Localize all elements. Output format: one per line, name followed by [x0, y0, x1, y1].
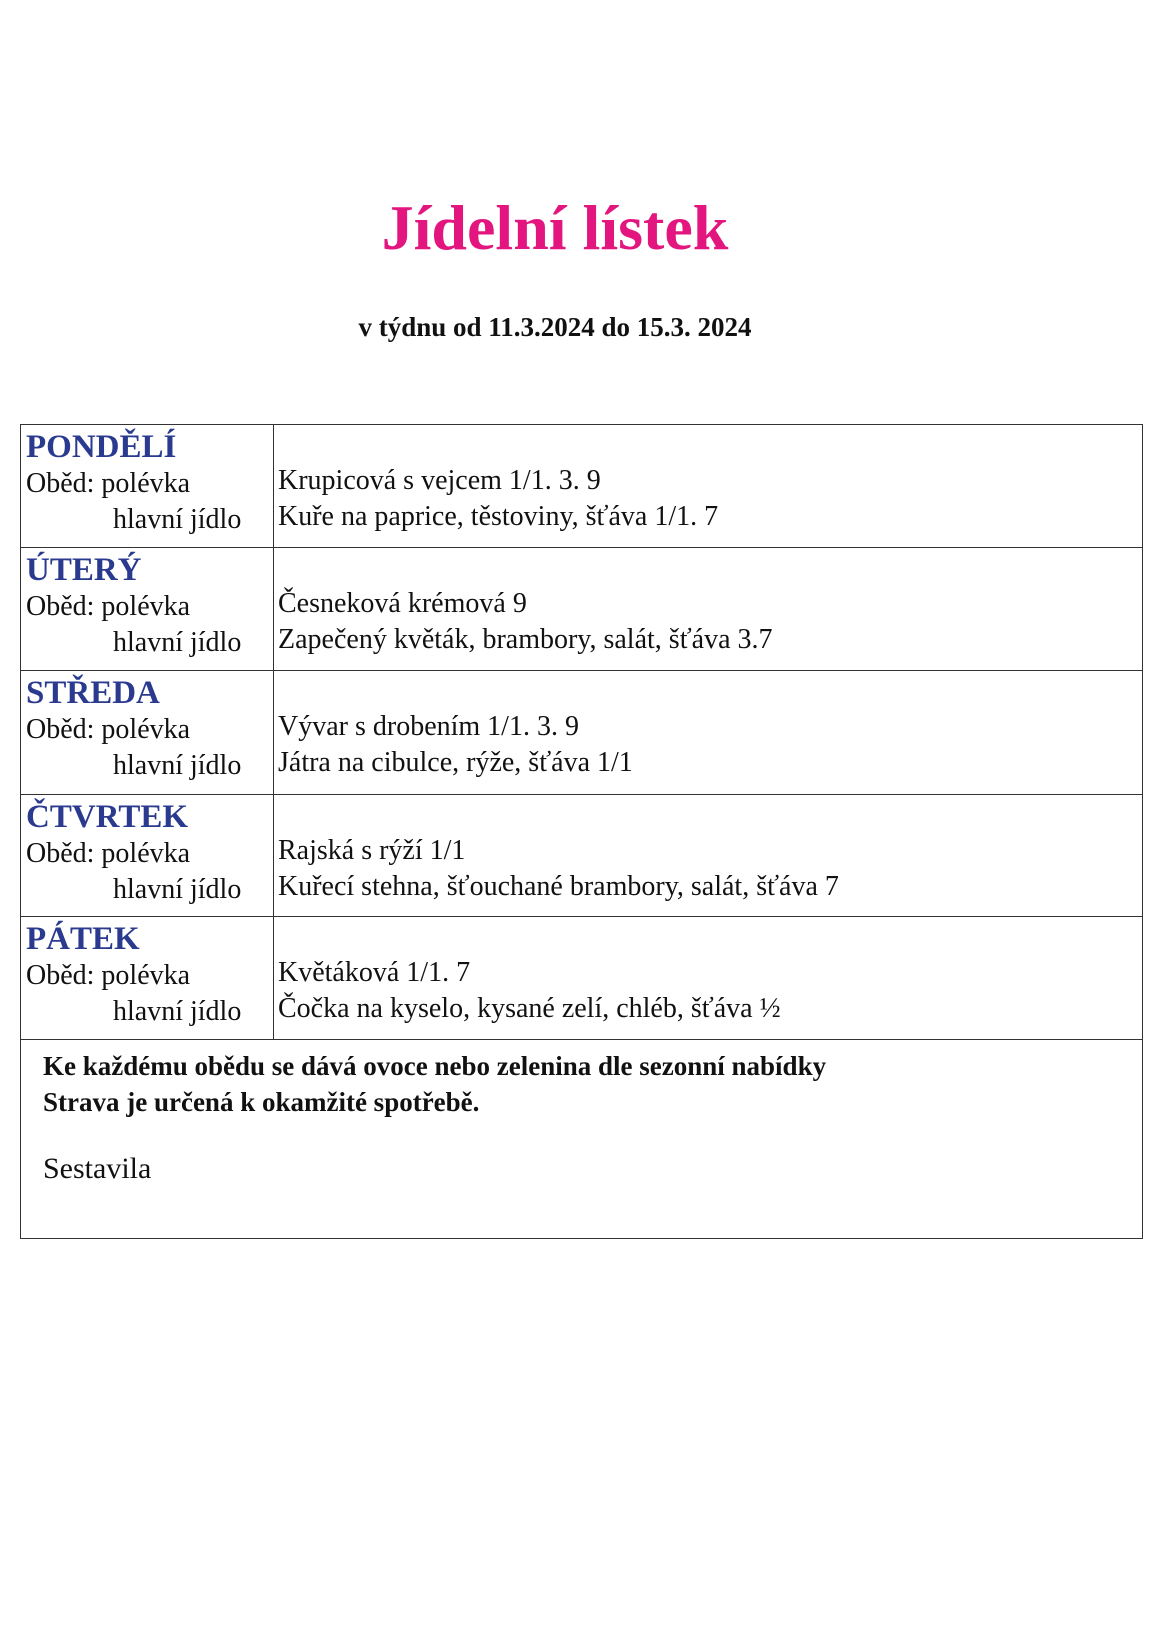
seasonal-fruit-note: Ke každému obědu se dává ovoce nebo zelenina dle sezonní nabídky [43, 1051, 827, 1081]
day-label-cell [21, 671, 274, 794]
main-dish: Kuře na paprice, těstoviny, šťáva 1/1. 7 [278, 501, 719, 532]
soup-label: Oběd: polévka [26, 468, 191, 499]
soup-dish: Rajská s rýží 1/1 [278, 835, 466, 866]
day-label-cell [21, 795, 274, 916]
page-title: Jídelní lístek [381, 192, 729, 263]
soup-dish: Krupicová s vejcem 1/1. 3. 9 [278, 465, 601, 496]
day-name-tuesday: ÚTERÝ [26, 552, 142, 588]
soup-label: Oběd: polévka [26, 591, 191, 622]
day-row-tuesday [21, 548, 1142, 671]
main-dish-label: hlavní jídlo [113, 996, 242, 1027]
day-name-thursday: ČTVRTEK [26, 799, 189, 835]
day-label-cell [21, 917, 274, 1039]
day-row-wednesday [21, 671, 1142, 795]
soup-dish: Vývar s drobením 1/1. 3. 9 [278, 711, 579, 742]
soup-label: Oběd: polévka [26, 960, 191, 991]
menu-table [20, 424, 1143, 1239]
day-row-friday [21, 917, 1142, 1040]
main-dish: Čočka na kyselo, kysané zelí, chléb, šťáva ½ [278, 993, 781, 1024]
main-dish-label: hlavní jídlo [113, 750, 242, 781]
main-dish-label: hlavní jídlo [113, 627, 242, 658]
day-label-cell [21, 548, 274, 670]
dish-cell [274, 795, 1142, 916]
dish-cell [274, 425, 1142, 547]
compiled-by-signature: Sestavila [43, 1152, 152, 1185]
main-dish-label: hlavní jídlo [113, 504, 242, 535]
menu-footer [21, 1040, 1142, 1238]
soup-dish: Česneková krémová 9 [278, 588, 527, 619]
main-dish: Játra na cibulce, rýže, šťáva 1/1 [278, 747, 633, 778]
day-name-monday: PONDĚLÍ [26, 429, 177, 465]
main-dish: Zapečený květák, brambory, salát, šťáva 3.7 [278, 624, 773, 655]
dish-cell [274, 671, 1142, 794]
day-row-monday [21, 425, 1142, 548]
dish-cell [274, 917, 1142, 1039]
consumption-note: Strava je určená k okamžité spotřebě. [43, 1087, 480, 1117]
soup-label: Oběd: polévka [26, 714, 191, 745]
day-row-thursday [21, 795, 1142, 917]
soup-label: Oběd: polévka [26, 838, 191, 869]
dish-cell [274, 548, 1142, 670]
day-name-friday: PÁTEK [26, 921, 140, 957]
day-label-cell [21, 425, 274, 547]
day-name-wednesday: STŘEDA [26, 675, 160, 711]
main-dish: Kuřecí stehna, šťouchané brambory, salát, šťáva 7 [278, 871, 839, 902]
soup-dish: Květáková 1/1. 7 [278, 957, 471, 988]
week-range-subtitle: v týdnu od 11.3.2024 do 15.3. 2024 [358, 312, 752, 342]
main-dish-label: hlavní jídlo [113, 874, 242, 905]
